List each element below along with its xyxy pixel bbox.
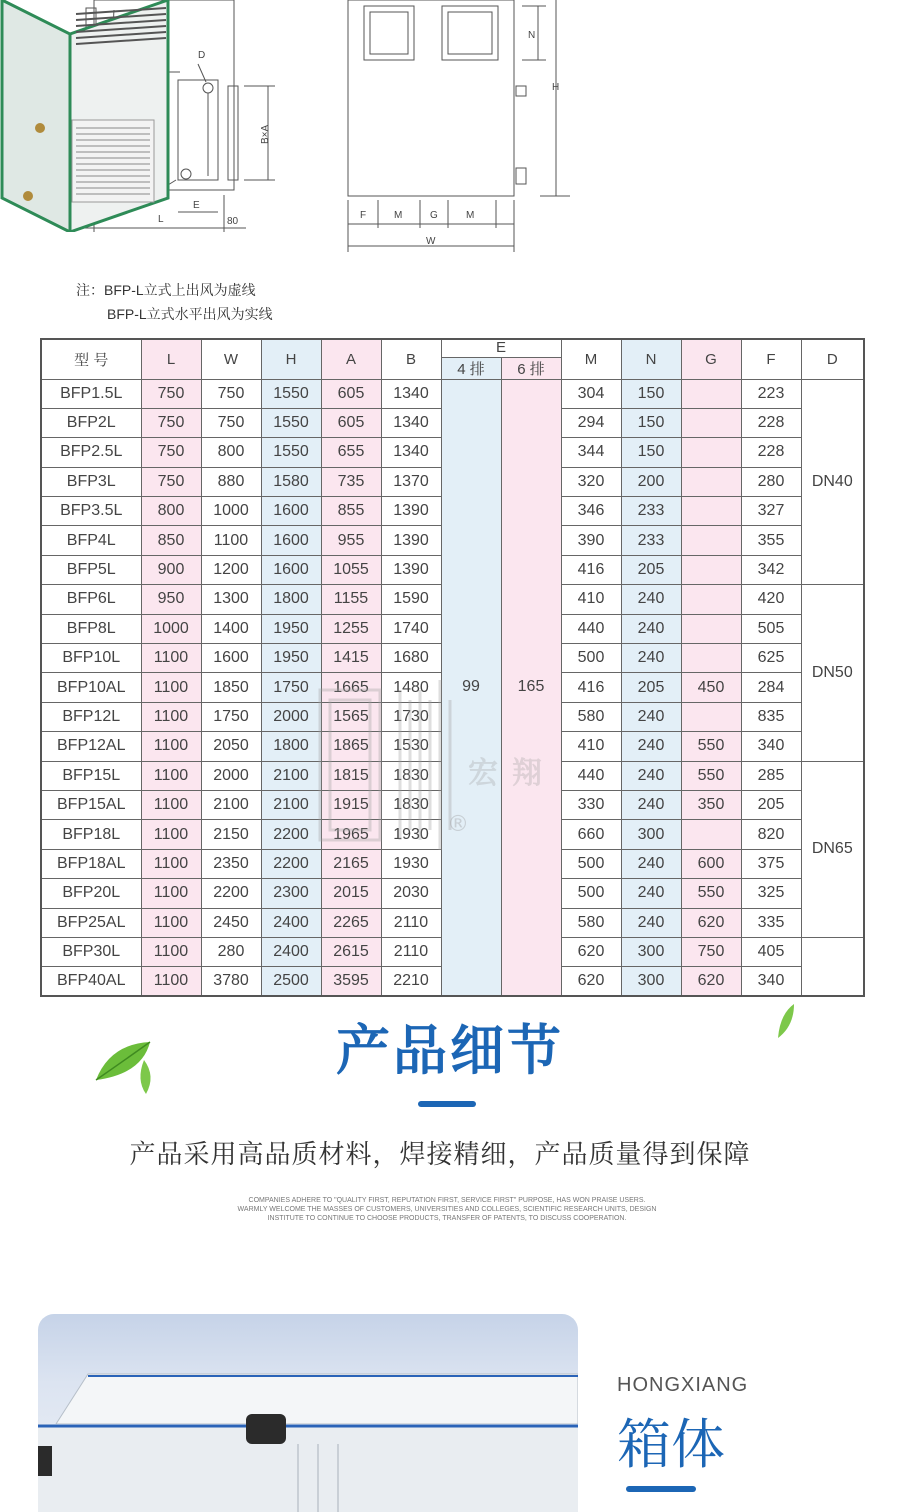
cell-b: 2110 (381, 937, 441, 966)
cell-l: 1100 (141, 820, 201, 849)
label-l: L (158, 214, 164, 225)
cell-h: 1950 (261, 614, 321, 643)
cell-f: 285 (741, 761, 801, 790)
cell-h: 1750 (261, 673, 321, 702)
cell-a: 735 (321, 467, 381, 496)
cell-n: 150 (621, 438, 681, 467)
header-a: A (321, 339, 381, 379)
cell-b: 1390 (381, 526, 441, 555)
cell-model: BFP20L (41, 879, 141, 908)
cell-l: 900 (141, 555, 201, 584)
cell-h: 1600 (261, 497, 321, 526)
cell-l: 1100 (141, 732, 201, 761)
header-b: B (381, 339, 441, 379)
cell-f: 284 (741, 673, 801, 702)
cell-g (681, 614, 741, 643)
cell-f: 835 (741, 702, 801, 731)
label-m-2: M (466, 210, 475, 221)
cell-b: 1930 (381, 820, 441, 849)
cell-b: 1590 (381, 585, 441, 614)
cell-g (681, 585, 741, 614)
cell-h: 2000 (261, 702, 321, 731)
cell-l: 1100 (141, 790, 201, 819)
cell-b: 1740 (381, 614, 441, 643)
cell-model: BFP18AL (41, 849, 141, 878)
label-d: D (198, 50, 206, 61)
cell-m: 500 (561, 879, 621, 908)
cell-m: 346 (561, 497, 621, 526)
box-label-underline (626, 1486, 696, 1492)
cell-model: BFP12L (41, 702, 141, 731)
cell-b: 1930 (381, 849, 441, 878)
cell-w: 750 (201, 379, 261, 408)
section-title: 产品细节 (336, 1019, 564, 1082)
cell-w: 1750 (201, 702, 261, 731)
cell-n: 240 (621, 790, 681, 819)
cell-b: 1730 (381, 702, 441, 731)
cell-m: 410 (561, 732, 621, 761)
section-title-underline (418, 1101, 476, 1107)
cell-g: 750 (681, 937, 741, 966)
cell-n: 205 (621, 555, 681, 584)
spec-table-body (41, 379, 864, 996)
cell-g: 600 (681, 849, 741, 878)
cell-model: BFP10AL (41, 673, 141, 702)
label-e: E (193, 200, 200, 211)
header-e-6-row: 6 排 (501, 357, 561, 379)
cell-w: 750 (201, 408, 261, 437)
cell-m: 390 (561, 526, 621, 555)
cell-w: 1200 (201, 555, 261, 584)
cell-a: 1055 (321, 555, 381, 584)
cell-a: 2165 (321, 849, 381, 878)
cell-w: 2100 (201, 790, 261, 819)
cell-n: 300 (621, 937, 681, 966)
cell-model: BFP15L (41, 761, 141, 790)
cell-g: 450 (681, 673, 741, 702)
cell-h: 1580 (261, 467, 321, 496)
cell-f: 342 (741, 555, 801, 584)
cell-m: 440 (561, 761, 621, 790)
cell-m: 660 (561, 820, 621, 849)
spec-table (40, 338, 865, 997)
cell-m: 330 (561, 790, 621, 819)
cell-g (681, 644, 741, 673)
cell-e-6-row: 165 (501, 379, 561, 996)
header-w: W (201, 339, 261, 379)
cell-f: 420 (741, 585, 801, 614)
cell-l: 1100 (141, 879, 201, 908)
cell-d-group: DN65 (801, 761, 864, 937)
cell-a: 3595 (321, 967, 381, 996)
english-line-3: INSTITUTE TO CONTINUE TO CHOOSE PRODUCTS, TRANSFER OF PATENTS, TO DISCUSS COOPERATION. (267, 1215, 627, 1222)
english-line-1: COMPANIES ADHERE TO "QUALITY FIRST, REPUTATION FIRST, SERVICE FIRST" PURPOSE, HAS WON PRAISE USERS. (248, 1197, 646, 1204)
drawing-note (76, 278, 273, 326)
cell-b: 1530 (381, 732, 441, 761)
cell-model: BFP15AL (41, 790, 141, 819)
cell-l: 1100 (141, 849, 201, 878)
cell-b: 1340 (381, 408, 441, 437)
cell-l: 1100 (141, 644, 201, 673)
label-80: 80 (227, 216, 239, 227)
cell-model: BFP6L (41, 585, 141, 614)
cell-m: 580 (561, 908, 621, 937)
spec-table-container (40, 338, 863, 990)
cell-w: 3780 (201, 967, 261, 996)
cell-m: 320 (561, 467, 621, 496)
cell-w: 1850 (201, 673, 261, 702)
cell-h: 1550 (261, 408, 321, 437)
watermark-registered: ® (447, 812, 469, 837)
cell-f: 820 (741, 820, 801, 849)
cell-g (681, 702, 741, 731)
cell-n: 240 (621, 732, 681, 761)
cell-w: 1400 (201, 614, 261, 643)
cell-m: 500 (561, 849, 621, 878)
cell-n: 150 (621, 408, 681, 437)
note-line-1: 注：BFP-L立式上出风为虚线 (76, 282, 256, 298)
cell-b: 1830 (381, 761, 441, 790)
header-l: L (141, 339, 201, 379)
label-g: G (430, 210, 438, 221)
cell-n: 240 (621, 879, 681, 908)
cell-n: 240 (621, 761, 681, 790)
note-line-2: BFP-L立式水平出风为实线 (107, 306, 273, 322)
cell-l: 1100 (141, 702, 201, 731)
cell-h: 1600 (261, 526, 321, 555)
cabinet-photo-drawing (38, 1314, 578, 1512)
cell-model: BFP25AL (41, 908, 141, 937)
cell-f: 205 (741, 790, 801, 819)
cell-a: 2615 (321, 937, 381, 966)
cell-b: 2110 (381, 908, 441, 937)
english-line-2: WARMLY WELCOME THE MASSES OF CUSTOMERS, UNIVERSITIES AND COLLEGES, SCIENTIFIC RESEARCH UNITS, DESIGN (237, 1206, 657, 1213)
technical-drawings (0, 0, 900, 270)
cell-l: 950 (141, 585, 201, 614)
cell-w: 2200 (201, 879, 261, 908)
cell-model: BFP2L (41, 408, 141, 437)
cell-n: 240 (621, 849, 681, 878)
cell-w: 2000 (201, 761, 261, 790)
header-e: E (441, 339, 561, 357)
cell-l: 1100 (141, 908, 201, 937)
cell-w: 2050 (201, 732, 261, 761)
cell-l: 750 (141, 438, 201, 467)
cell-h: 1550 (261, 379, 321, 408)
cell-w: 1000 (201, 497, 261, 526)
cell-m: 304 (561, 379, 621, 408)
cell-l: 800 (141, 497, 201, 526)
cell-model: BFP3L (41, 467, 141, 496)
cell-h: 1800 (261, 585, 321, 614)
header-model: 型 号 (41, 339, 141, 379)
cell-a: 655 (321, 438, 381, 467)
cell-g (681, 438, 741, 467)
cell-l: 1100 (141, 967, 201, 996)
cell-h: 2200 (261, 820, 321, 849)
cell-a: 605 (321, 379, 381, 408)
cell-f: 325 (741, 879, 801, 908)
cell-f: 228 (741, 438, 801, 467)
cell-w: 1300 (201, 585, 261, 614)
cell-g (681, 820, 741, 849)
cell-l: 1100 (141, 761, 201, 790)
cell-g (681, 526, 741, 555)
cell-b: 2030 (381, 879, 441, 908)
cell-model: BFP12AL (41, 732, 141, 761)
cell-g (681, 379, 741, 408)
cell-g: 620 (681, 967, 741, 996)
cell-b: 2210 (381, 967, 441, 996)
watermark-brand: 宏翔 (468, 756, 556, 791)
cell-d-group (801, 937, 864, 996)
cell-n: 150 (621, 379, 681, 408)
cell-model: BFP10L (41, 644, 141, 673)
cell-f: 327 (741, 497, 801, 526)
cell-m: 416 (561, 555, 621, 584)
box-label-english: HONGXIANG (617, 1374, 749, 1396)
cell-m: 416 (561, 673, 621, 702)
cell-g (681, 408, 741, 437)
cell-f: 340 (741, 967, 801, 996)
cell-f: 228 (741, 408, 801, 437)
cabinet-photo (38, 1314, 578, 1512)
cell-l: 750 (141, 379, 201, 408)
header-m: M (561, 339, 621, 379)
cell-n: 240 (621, 614, 681, 643)
cell-m: 620 (561, 937, 621, 966)
cell-d-group: DN40 (801, 379, 864, 585)
cell-f: 625 (741, 644, 801, 673)
cell-l: 1100 (141, 937, 201, 966)
label-w: W (426, 236, 436, 247)
cell-n: 233 (621, 526, 681, 555)
cell-a: 2265 (321, 908, 381, 937)
cell-a: 1965 (321, 820, 381, 849)
cell-model: BFP30L (41, 937, 141, 966)
cell-b: 1340 (381, 438, 441, 467)
cell-a: 1415 (321, 644, 381, 673)
cell-model: BFP18L (41, 820, 141, 849)
cell-g: 550 (681, 761, 741, 790)
cell-n: 240 (621, 702, 681, 731)
cell-d-group: DN50 (801, 585, 864, 761)
cell-a: 1915 (321, 790, 381, 819)
cell-f: 335 (741, 908, 801, 937)
cell-w: 2350 (201, 849, 261, 878)
cell-w: 880 (201, 467, 261, 496)
header-f: F (741, 339, 801, 379)
box-label-chinese: 箱体 (617, 1413, 725, 1476)
cell-m: 344 (561, 438, 621, 467)
cell-l: 750 (141, 467, 201, 496)
cell-h: 2500 (261, 967, 321, 996)
cell-n: 240 (621, 908, 681, 937)
cell-h: 2100 (261, 761, 321, 790)
product-photo-unit (0, 0, 170, 232)
section-subtitle: 产品采用高品质材料，焊接精细，产品质量得到保障 (129, 1140, 751, 1170)
cell-m: 500 (561, 644, 621, 673)
cell-h: 2400 (261, 937, 321, 966)
cell-a: 605 (321, 408, 381, 437)
cell-g: 550 (681, 879, 741, 908)
cell-f: 405 (741, 937, 801, 966)
cell-b: 1370 (381, 467, 441, 496)
cell-m: 294 (561, 408, 621, 437)
cell-e-4-row: 99 (441, 379, 501, 996)
header-d: D (801, 339, 864, 379)
cell-h: 2100 (261, 790, 321, 819)
header-e-4-row: 4 排 (441, 357, 501, 379)
cell-n: 205 (621, 673, 681, 702)
cell-g (681, 497, 741, 526)
label-f: F (360, 210, 367, 221)
cell-b: 1390 (381, 555, 441, 584)
front-view-drawing (348, 0, 570, 252)
header-n: N (621, 339, 681, 379)
cell-b: 1680 (381, 644, 441, 673)
cell-w: 2450 (201, 908, 261, 937)
cell-b: 1830 (381, 790, 441, 819)
cell-model: BFP4L (41, 526, 141, 555)
cell-model: BFP40AL (41, 967, 141, 996)
cell-h: 1950 (261, 644, 321, 673)
cell-h: 2200 (261, 849, 321, 878)
cell-g (681, 467, 741, 496)
cell-a: 1665 (321, 673, 381, 702)
cell-n: 240 (621, 585, 681, 614)
section-english-text (0, 1196, 894, 1223)
cell-f: 340 (741, 732, 801, 761)
cell-n: 200 (621, 467, 681, 496)
cell-h: 1800 (261, 732, 321, 761)
cell-f: 375 (741, 849, 801, 878)
cell-h: 2300 (261, 879, 321, 908)
cell-g: 550 (681, 732, 741, 761)
table-row (41, 379, 864, 408)
cell-model: BFP3.5L (41, 497, 141, 526)
cell-l: 1100 (141, 673, 201, 702)
cell-m: 580 (561, 702, 621, 731)
cell-w: 1600 (201, 644, 261, 673)
cell-l: 750 (141, 408, 201, 437)
cell-a: 955 (321, 526, 381, 555)
label-n: N (528, 30, 536, 41)
cell-a: 2015 (321, 879, 381, 908)
cell-f: 355 (741, 526, 801, 555)
cell-n: 300 (621, 967, 681, 996)
cell-w: 800 (201, 438, 261, 467)
cell-h: 1600 (261, 555, 321, 584)
cell-m: 620 (561, 967, 621, 996)
cell-f: 223 (741, 379, 801, 408)
cell-m: 440 (561, 614, 621, 643)
cell-a: 1255 (321, 614, 381, 643)
cell-model: BFP2.5L (41, 438, 141, 467)
cell-n: 233 (621, 497, 681, 526)
cell-w: 280 (201, 937, 261, 966)
cell-l: 850 (141, 526, 201, 555)
cell-a: 855 (321, 497, 381, 526)
cell-n: 240 (621, 644, 681, 673)
label-m-1: M (394, 210, 403, 221)
cell-w: 1100 (201, 526, 261, 555)
label-bxa: B×A (260, 124, 271, 144)
cell-model: BFP8L (41, 614, 141, 643)
cell-h: 2400 (261, 908, 321, 937)
cell-g: 350 (681, 790, 741, 819)
cell-b: 1480 (381, 673, 441, 702)
cell-m: 410 (561, 585, 621, 614)
cell-n: 300 (621, 820, 681, 849)
cell-w: 2150 (201, 820, 261, 849)
header-g: G (681, 339, 741, 379)
cell-h: 1550 (261, 438, 321, 467)
cell-f: 280 (741, 467, 801, 496)
cell-a: 1565 (321, 702, 381, 731)
cell-model: BFP1.5L (41, 379, 141, 408)
cell-a: 1155 (321, 585, 381, 614)
cell-b: 1390 (381, 497, 441, 526)
cell-g (681, 555, 741, 584)
cell-model: BFP5L (41, 555, 141, 584)
cell-a: 1815 (321, 761, 381, 790)
cell-g: 620 (681, 908, 741, 937)
cell-b: 1340 (381, 379, 441, 408)
cell-f: 505 (741, 614, 801, 643)
header-h: H (261, 339, 321, 379)
label-h: H (552, 82, 560, 93)
cell-l: 1000 (141, 614, 201, 643)
cell-a: 1865 (321, 732, 381, 761)
